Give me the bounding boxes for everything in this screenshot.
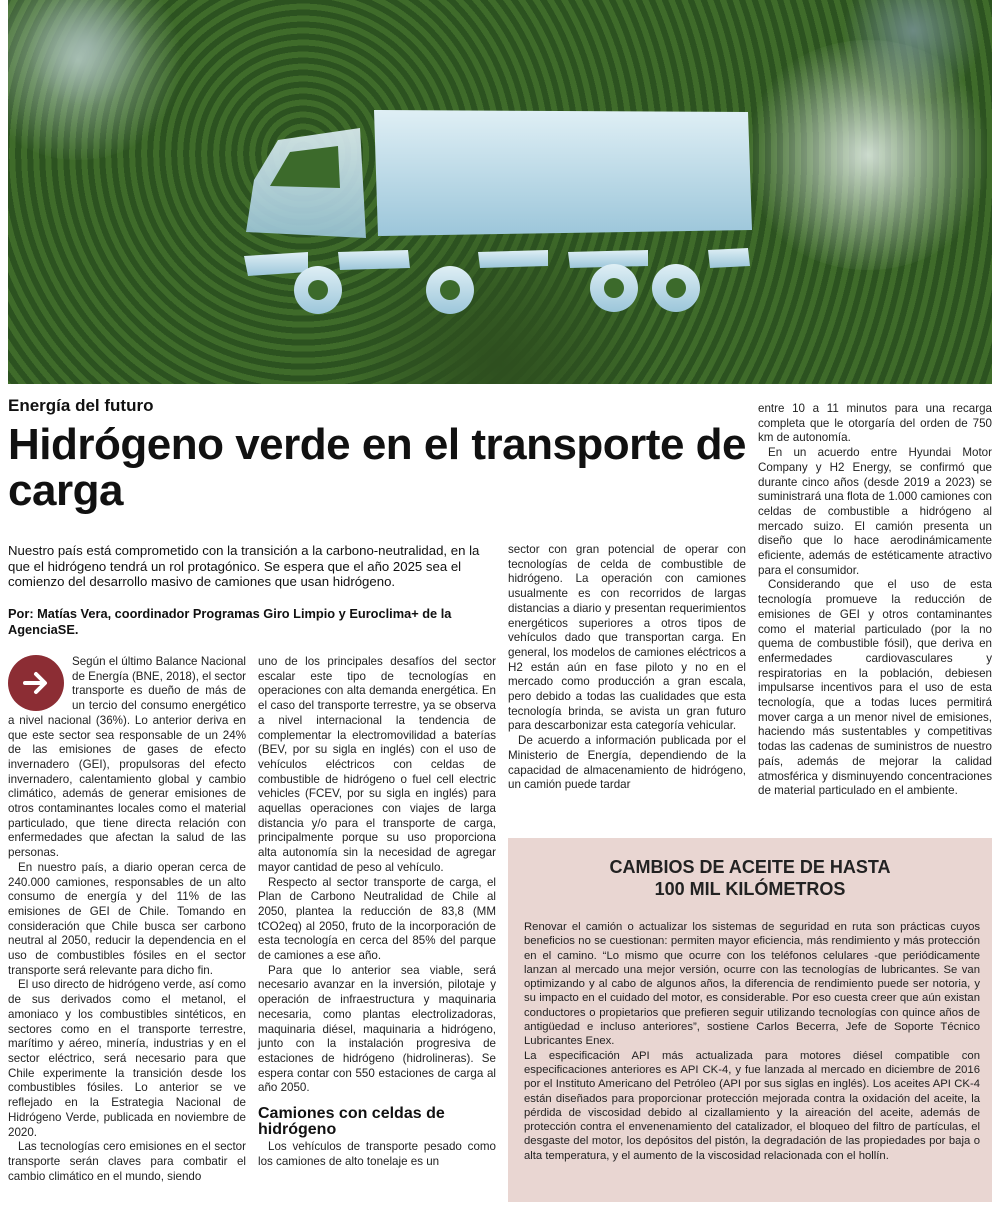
article-column-1 — [8, 655, 246, 1184]
arrow-right-icon — [8, 655, 64, 711]
article-column-2 — [258, 655, 496, 1170]
paragraph: Para que lo anterior sea viable, será necesario avanzar en la inversión, pilotaje y operación de infraestructura y maquinaria necesaria, como plantas electrolizadoras, maquinaria diésel, maquinaria a hidrógeno, junto con la instalación progresiva de estaciones de hidrógeno (hidrolineras). Se espera contar con 550 estaciones de carga al año 2050. — [258, 963, 496, 1095]
hero-image — [8, 0, 992, 384]
paragraph: El uso directo de hidrógeno verde, así como de sus derivados como el metanol, el amoniaco y los combustibles sintéticos, en sectores como en el transporte terrestre, marítimo y aéreo, minería, industrias y en el sector eléctrico, será necesario para que Chile experimente la transición desde los combustibles fósiles. Lo anterior se ve reflejado en la Estrategia Nacional de Hidrógeno Verde, publicada en noviembre de 2020. — [8, 978, 246, 1139]
paragraph: En un acuerdo entre Hyundai Motor Company y H2 Energy, se confirmó que durante cinco años (desde 2019 a 2023) se suministrará una flota de 1.000 camiones con celdas de combustible a hidrógeno al mercado suizo. El camión presenta un diseño que lo hace aerodinámicamente eficiente, además de estéticamente atractivo para el consumidor. — [758, 446, 992, 577]
paragraph: Renovar el camión o actualizar los sistemas de seguridad en ruta son prácticas cuyos beneficios no se cuestionan: permiten mayor eficiencia, más rendimiento y más protección en el camino. “Lo mismo que ocurre con los teléfonos celulares -que periódicamente lanzan al mercado una mejor versión, ocurre con las tecnologías de lubricantes. Se van optimizando y al cabo de algunos años, la diferencia de rendimiento puede ser notoria, y su impacto en el cuidado del motor, es considerable. Por eso cuesta creer que aún existan conductores o propietarios que prefieren seguir utilizando tecnologías con quince años de antigüedad e incluso anteriores”, sostiene Carlos Becerra, Jefe de Soporte Técnico Lubricantes Enex. — [524, 921, 980, 1048]
paragraph: Los vehículos de transporte pesado como los camiones de alto tonelaje es un — [258, 1140, 496, 1168]
sidebar-box — [508, 838, 992, 1202]
article-column-4 — [758, 402, 992, 799]
paragraph: Considerando que el uso de esta tecnología promueve la reducción de emisiones de GEI y otros contaminantes como el material particulado (por la no quema de combustible fósil), que deriva en enfermedades cardiovasculares y respiratorias en la población, debiesen impulsarse incentivos para el uso de esta tecnología, que a todas luces permitirá mover carga a un menor nivel de emisiones, haciendo más sustentables y competitivas todas las cadenas de suministros de nuestro país, además de mejorar la calidad atmosférica y disminuyendo concentraciones de material particulado en el ambiente. — [758, 578, 992, 798]
paragraph: Respecto al sector transporte de carga, el Plan de Carbono Neutralidad de Chile al 2050, plantea la reducción de 83,8 (MM tCO2eq) al 2050, fruto de la incorporación de esta tecnología en cerca del 85% del parque de camiones a ese año. — [258, 875, 496, 963]
paragraph: entre 10 a 11 minutos para una recarga completa que le otorgaría del orden de 750 km de autonomía. — [758, 402, 992, 445]
section-subhead: Camiones con celdas de hidrógeno — [258, 1105, 445, 1139]
box-title — [508, 856, 992, 900]
paragraph: Según el último Balance Nacional de Energía (BNE, 2018), el sector transporte es dueño de más de un tercio del consumo energético a nivel nacional (36%). Lo anterior deriva en que este sector sea responsable de un 24% de las emisiones de gases de efecto invernadero (GEI), propulsoras del efecto invernadero, calentamiento global y cambio climático, además de generar emisiones de otros contaminantes locales como el material particulado, que tiene directa relación con enfermedades que afectan la salud de las personas. — [8, 655, 246, 860]
truck-shaped-lake-icon — [8, 0, 992, 384]
box-title-line: CAMBIOS DE ACEITE DE HASTA — [609, 857, 891, 877]
article-column-3 — [508, 543, 746, 793]
paragraph: En nuestro país, a diario operan cerca de 240.000 camiones, responsables de un alto consumo de energía y del 11% de las emisiones de GEI de Chile. Tomando en consideración que Chile busca ser carbono neutral al 2050, reducir la dependencia en el uso de combustibles fósiles en el sector transporte será relevante para dicho fin. — [8, 860, 246, 977]
paragraph: sector con gran potencial de operar con tecnologías de celda de combustible de hidrógeno. La operación con camiones usualmente es con recorridos de largas distancias a diario y presentan requerimientos energéticos superiores a otros tipos de vehículos dado que transportan carga. En general, los modelos de camiones eléctricos a H2 están aún en fase piloto y no en el mercado como producción a gran escala, pero debido a todas las cualidades que esta tecnología brinda, se avista un gran futuro para descarbonizar esta categoría vehicular. — [508, 543, 746, 733]
section-kicker: Energía del futuro — [8, 396, 154, 415]
box-body — [524, 920, 980, 1163]
page-title: Hidrógeno verde en el transporte de carga — [8, 420, 746, 515]
byline: Por: Matías Vera, coordinador Programas Giro Limpio y Euroclima+ de la AgenciaSE. — [8, 606, 452, 637]
lead-paragraph: Nuestro país está comprometido con la transición a la carbono-neutralidad, en la que el hidrógeno tendrá un rol protagónico. Se espera que el año 2025 sea el comienzo del desarrollo masivo de camiones que usan hidrógeno. — [8, 543, 480, 590]
box-title-line: 100 MIL KILÓMETROS — [654, 879, 846, 899]
paragraph: La especificación API más actualizada para motores diésel compatible con especificaciones anteriores es API CK-4, y fue lanzada al mercado en diciembre de 2016 por el Instituto Americano del Petróleo (API por sus siglas en inglés). Los aceites API CK-4 están diseñados para proporcionar protección mejorada contra la oxidación del aceite, la pérdida de viscosidad debido al cizallamiento y la aireación del aceite, además de protección contra el envenenamiento del catalizador, el bloqueo del filtro de partículas, el desgaste del motor, los depósitos del pistón, la degradación de las propiedades por baja o alta temperatura, y el aumento de la viscosidad relacionada con el hollín. — [524, 1049, 980, 1162]
paragraph: De acuerdo a información publicada por el Ministerio de Energía, dependiendo de la capacidad de almacenamiento de hidrógeno, un camión puede tardar — [508, 734, 746, 792]
paragraph: Las tecnologías cero emisiones en el sector transporte serán claves para combatir el cambio climático en el mundo, siendo — [8, 1140, 246, 1183]
paragraph: uno de los principales desafíos del sector escalar este tipo de tecnologías en operaciones con alta demanda energética. En el caso del transporte terrestre, ya se observa a nivel internacional la tendencia de complementar la electromovilidad a baterías (BEV, por su sigla en inglés) con el uso de vehículos eléctricos con celdas de combustible de hidrógeno o fuel cell electric vehicles (FCEV, por su sigla en inglés) para aquellas operaciones con viajes de larga distancia y/o para el transporte de carga, principalmente porque su uso proporciona alta autonomía sin la necesidad de agregar mayor cantidad de peso al vehículo. — [258, 655, 496, 874]
